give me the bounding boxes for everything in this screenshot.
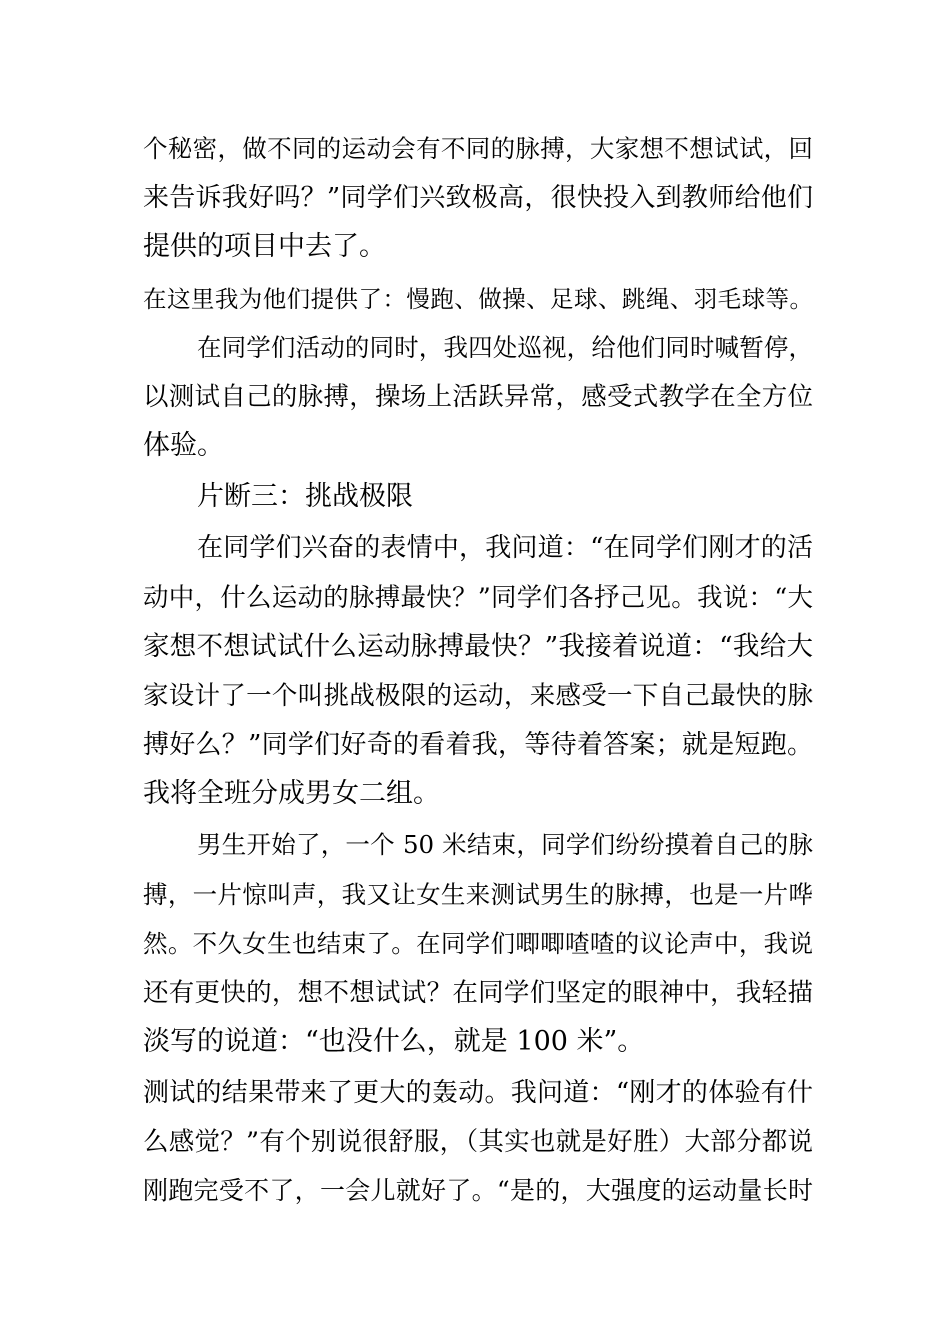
text-line-3: 提供的项目中去了。 <box>143 231 386 262</box>
text-line-2: 来告诉我好吗？”同学们兴致极高，很快投入到教师给他们 <box>143 183 813 213</box>
text-line-4: 在这里我为他们提供了：慢跑、做操、足球、跳绳、羽毛球等。 <box>143 285 813 313</box>
text-line-5: 在同学们活动的同时，我四处巡视，给他们同时喊暂停， <box>197 333 813 362</box>
text-line-7: 体验。 <box>143 430 224 461</box>
text-line-19: 淡写的说道：“也没什么，就是 100 米”。 <box>143 1026 645 1057</box>
text-line-13: 搏好么？”同学们好奇的看着我，等待着答案；就是短跑。 <box>143 730 813 760</box>
text-line-16: 搏，一片惊叫声，我又让女生来测试男生的脉搏，也是一片哗 <box>143 880 813 909</box>
text-line-20: 测试的结果带来了更大的轰动。我问道：“刚才的体验有什 <box>143 1078 813 1108</box>
text-line-6: 以测试自己的脉搏，操场上活跃异常，感受式教学在全方位 <box>143 382 813 412</box>
text-line-11: 家想不想试试什么运动脉搏最快？”我接着说道：“我给大 <box>143 631 813 662</box>
text-line-15: 男生开始了，一个 50 米结束，同学们纷纷摸着自己的脉 <box>197 830 813 859</box>
text-line-14: 我将全班分成男女二组。 <box>143 778 440 809</box>
text-line-1: 个秘密，做不同的运动会有不同的脉搏，大家想不想试试，回 <box>143 134 813 163</box>
text-line-12: 家设计了一个叫挑战极限的运动，来感受一下自己最快的脉 <box>143 681 813 711</box>
section-heading: 片断三：挑战极限 <box>197 481 413 512</box>
text-line-18: 还有更快的，想不想试试？在同学们坚定的眼神中，我轻描 <box>143 978 813 1008</box>
text-line-17: 然。不久女生也结束了。在同学们唧唧喳喳的议论声中，我说 <box>143 929 813 958</box>
text-line-10: 动中，什么运动的脉搏最快？”同学们各抒己见。我说：“大 <box>143 583 813 613</box>
text-line-22: 刚跑完受不了，一会儿就好了。“是的，大强度的运动量长时 <box>143 1176 813 1205</box>
text-line-9: 在同学们兴奋的表情中，我问道：“在同学们刚才的活 <box>197 533 813 563</box>
text-line-21: 么感觉？”有个别说很舒服，（其实也就是好胜）大部分都说 <box>143 1127 813 1157</box>
